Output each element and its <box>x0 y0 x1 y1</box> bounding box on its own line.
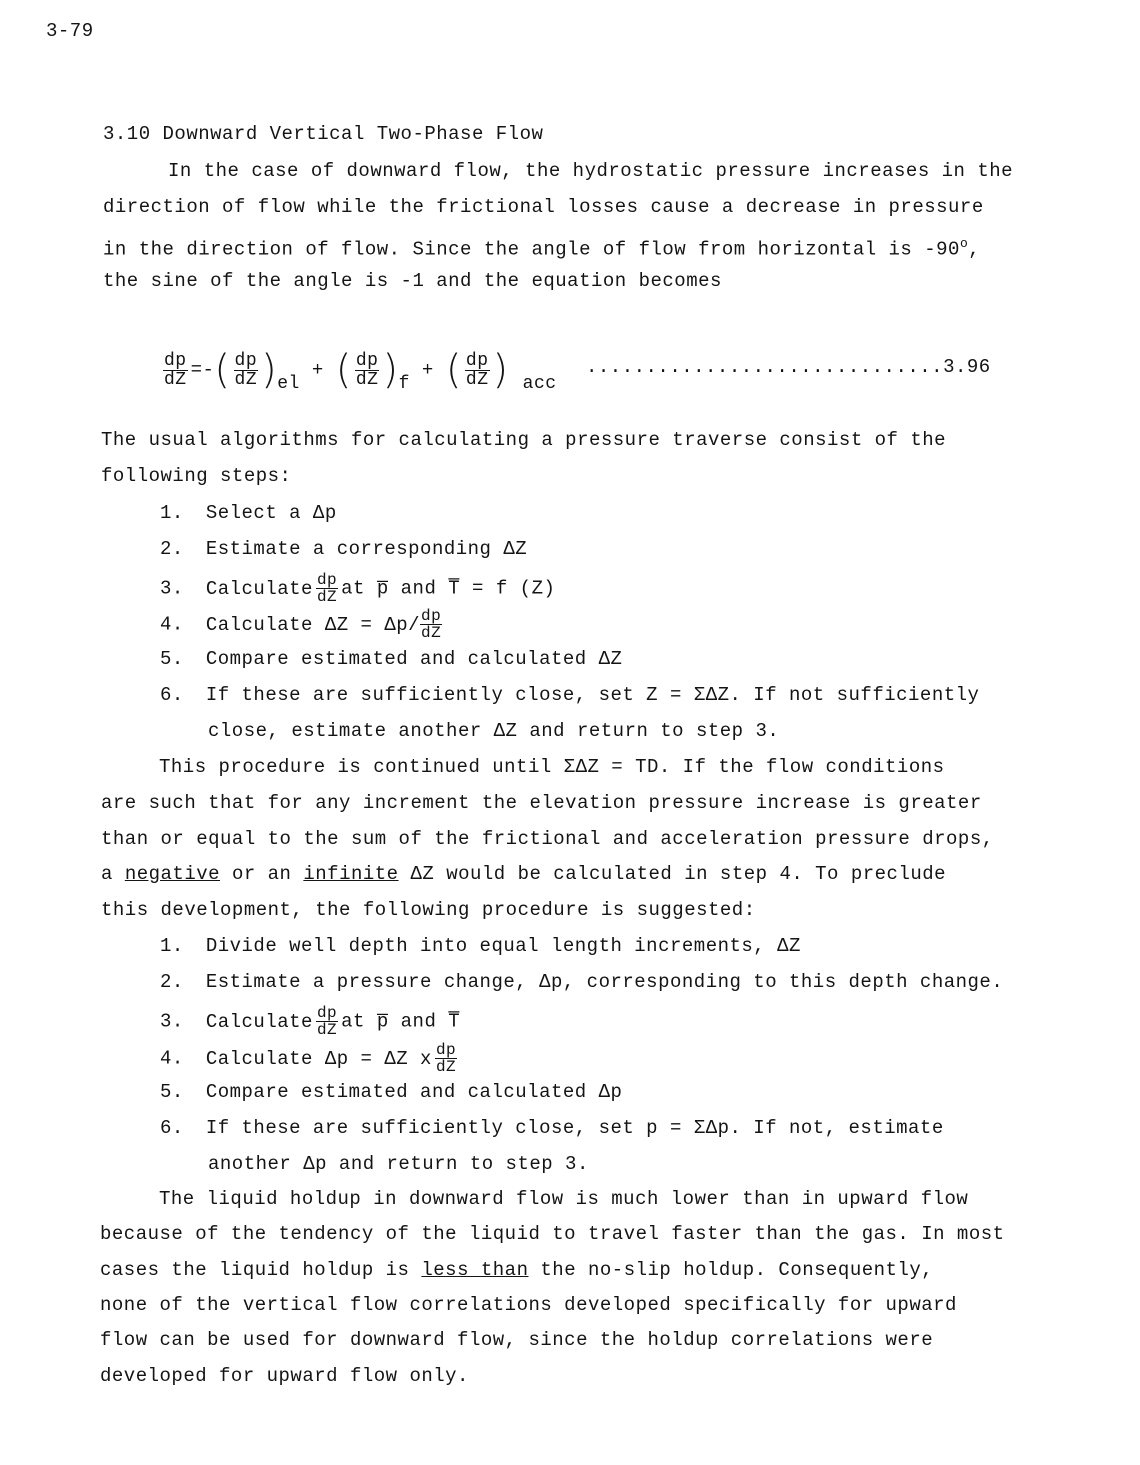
para3-line-1: The liquid holdup in downward flow is much lower than in upward flow <box>159 1188 969 1210</box>
step2-1: 1. Divide well depth into equal length increments, ΔZ <box>160 935 801 957</box>
step2-2: 2. Estimate a pressure change, Δp, corresponding to this depth change. <box>160 971 1004 993</box>
step1-2: 2. Estimate a corresponding ΔZ <box>160 538 528 560</box>
para3-line-2: because of the tendency of the liquid to travel faster than the gas. In most <box>100 1223 1005 1245</box>
eq-sub-f: f <box>398 374 410 394</box>
eq-sub-acc: acc <box>522 374 557 394</box>
step1-1: 1. Select a Δp <box>160 502 337 524</box>
para3-line-6: developed for upward flow only. <box>100 1365 469 1387</box>
section-heading: 3.10 Downward Vertical Two-Phase Flow <box>103 123 544 145</box>
intro-line-3-text: in the direction of flow. Since the angle of flow from horizontal is -90 <box>103 238 960 261</box>
algo-intro-line-2: following steps: <box>101 465 292 487</box>
equation-3-96: $\frac{dp}{dZ}$ =- ( $\frac{dp}{dZ}$ ) el + ( $\frac{dp}{dZ}$ ) f + ( $\frac{dp}{dZ}$ ) acc <box>164 347 557 394</box>
eq-term-elevation: $\frac{dp}{dZ}$ <box>234 350 258 390</box>
para2-line-4: a negative or an infinite ΔZ would be calculated in step 4. To preclude <box>101 863 947 885</box>
step2-5: 5. Compare estimated and calculated Δp <box>160 1081 623 1103</box>
eq-equals: =- <box>190 359 215 381</box>
eq-term-acceleration: $\frac{dp}{dZ}$ <box>465 350 489 390</box>
intro-comma: , <box>968 238 981 261</box>
para2-line-1: This procedure is continued until ΣΔZ = TD. If the flow conditions <box>159 756 945 778</box>
eq-lhs: $\frac{dp}{dZ}$ <box>164 350 187 390</box>
underlined-infinite: infinite <box>303 863 399 885</box>
intro-line-4: the sine of the angle is -1 and the equation becomes <box>103 270 722 292</box>
para2-line-5: this development, the following procedure is suggested: <box>101 899 756 921</box>
equation-leader-dots: ..............................3.96 <box>586 356 991 378</box>
page-number: 3-79 <box>46 20 94 42</box>
eq-sub-el: el <box>277 374 300 394</box>
para3-line-3: cases the liquid holdup is less than the no-slip holdup. Consequently, <box>100 1259 934 1281</box>
eq-plus-1: + <box>311 359 324 381</box>
para3-line-5: flow can be used for downward flow, since the holdup correlations were <box>100 1329 934 1351</box>
step1-4: 4. Calculate ΔZ = Δp/ $\frac{dp}{dZ}$ <box>160 607 442 642</box>
algo-intro-line-1: The usual algorithms for calculating a pressure traverse consist of the <box>101 429 947 451</box>
para2-line-2: are such that for any increment the elevation pressure increase is greater <box>101 792 982 814</box>
underlined-less-than: less than <box>421 1259 529 1281</box>
para3-line-4: none of the vertical flow correlations developed specifically for upward <box>100 1294 957 1316</box>
eq-term-friction: $\frac{dp}{dZ}$ <box>355 350 379 390</box>
degree-sup: o <box>959 236 969 251</box>
step2-4: 4. Calculate Δp = ΔZ x $\frac{dp}{dZ}$ <box>160 1041 457 1076</box>
para2-line-3: than or equal to the sum of the frictional and acceleration pressure drops, <box>101 828 994 850</box>
intro-line-1: In the case of downward flow, the hydrostatic pressure increases in the <box>168 160 1014 182</box>
step1-5: 5. Compare estimated and calculated ΔZ <box>160 648 623 670</box>
step2-6: 6. If these are sufficiently close, set p = ΣΔp. If not, estimate <box>160 1117 944 1139</box>
step1-6: 6. If these are sufficiently close, set Z = ΣΔZ. If not sufficiently <box>160 684 980 706</box>
intro-line-3 <box>103 232 980 261</box>
step1-3: 3. Calculate $\frac{dp}{dZ}$ at p̅ and T̅ = f (Z) <box>160 571 556 606</box>
intro-line-2: direction of flow while the frictional losses cause a decrease in pressure <box>103 196 984 218</box>
underlined-negative: negative <box>124 863 221 885</box>
step1-6-cont: close, estimate another ΔZ and return to step 3. <box>208 720 780 742</box>
equation-number: 3.96 <box>943 356 991 378</box>
step2-3: 3. Calculate $\frac{dp}{dZ}$ at p̅ and T̅ <box>160 1004 461 1039</box>
step2-6-cont: another Δp and return to step 3. <box>208 1153 589 1175</box>
eq-plus-2: + <box>421 359 434 381</box>
